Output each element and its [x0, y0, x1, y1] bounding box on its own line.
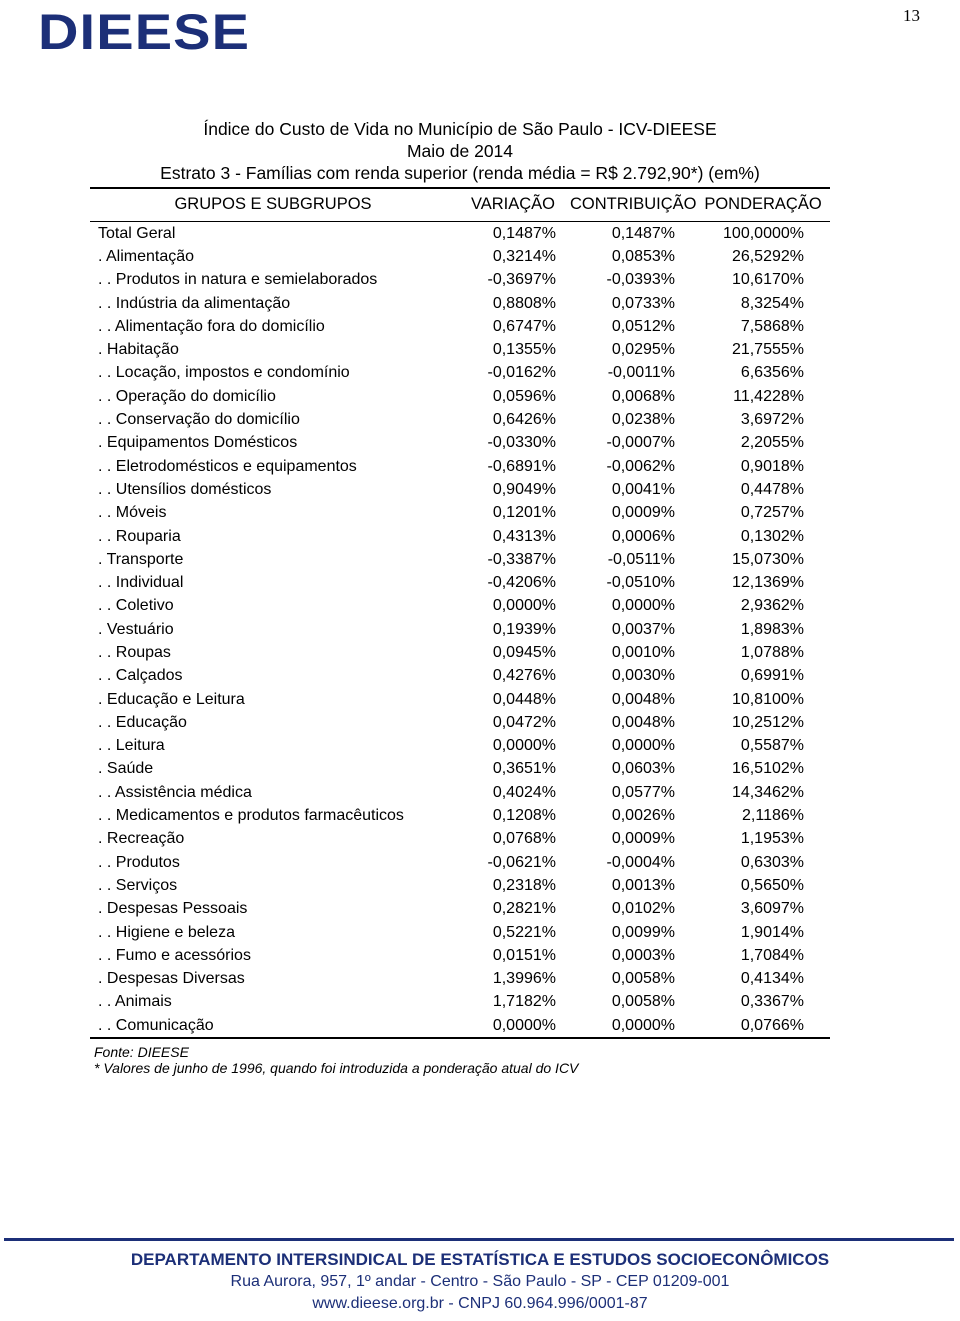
row-contribution: 0,0010%	[611, 643, 675, 661]
row-group-name: . . Medicamentos e produtos farmacêuticos	[98, 807, 404, 825]
table-row	[90, 874, 830, 897]
row-weight: 1,7084%	[740, 946, 804, 964]
row-weight: 0,4134%	[740, 970, 804, 988]
row-group-name: . Equipamentos Domésticos	[98, 434, 298, 452]
row-contribution: 0,0295%	[611, 341, 675, 359]
row-weight: 10,6170%	[731, 271, 804, 289]
row-contribution: 0,0009%	[611, 830, 675, 848]
row-contribution: 0,0733%	[611, 294, 675, 312]
row-weight: 16,5102%	[731, 760, 804, 778]
row-group-name: . . Educação	[98, 713, 187, 731]
row-variation: 0,9049%	[492, 480, 556, 498]
row-weight: 6,6356%	[740, 364, 804, 382]
row-contribution: 0,0013%	[611, 876, 675, 894]
table-row	[90, 711, 830, 734]
row-group-name: . . Alimentação fora do domicílio	[98, 317, 325, 335]
row-variation: 0,0000%	[492, 597, 556, 615]
row-group-name: . . Serviços	[98, 876, 178, 894]
table-row	[90, 502, 830, 525]
row-weight: 100,0000%	[723, 224, 804, 242]
table-row	[90, 455, 830, 478]
row-group-name: . Habitação	[98, 341, 179, 359]
row-contribution: 0,0058%	[611, 993, 675, 1011]
row-group-name: . . Assistência médica	[98, 783, 252, 801]
logo-text: DIEESE	[38, 4, 251, 60]
row-group-name: . . Eletrodomésticos e equipamentos	[98, 457, 357, 475]
table-row	[90, 944, 830, 967]
header-group: GRUPOS E SUBGRUPOS	[174, 194, 372, 213]
row-variation: 0,0000%	[492, 1016, 556, 1034]
row-weight: 10,2512%	[731, 713, 804, 731]
row-contribution: 0,0068%	[611, 387, 675, 405]
table-row	[90, 269, 830, 292]
row-contribution: -0,0393%	[606, 271, 675, 289]
row-weight: 0,6303%	[740, 853, 804, 871]
table-row	[90, 478, 830, 501]
row-group-name: . Recreação	[98, 830, 185, 848]
table-row	[90, 804, 830, 827]
row-contribution: 0,0030%	[611, 667, 675, 685]
row-group-name: . Vestuário	[98, 620, 174, 638]
row-contribution: 0,0009%	[611, 504, 675, 522]
row-contribution: 0,0041%	[611, 480, 675, 498]
footer-web: www.dieese.org.br - CNPJ 60.964.996/0001-87	[312, 1295, 648, 1312]
table-row	[90, 921, 830, 944]
row-weight: 0,7257%	[740, 504, 804, 522]
row-group-name: . . Leitura	[98, 737, 165, 755]
row-weight: 2,1186%	[742, 807, 804, 825]
table-row	[90, 222, 830, 245]
row-weight: 0,5587%	[740, 737, 804, 755]
row-variation: 0,0472%	[492, 713, 556, 731]
header-weight: PONDERAÇÃO	[704, 194, 822, 213]
table-row	[90, 828, 830, 851]
title-line-2: Maio de 2014	[406, 141, 514, 161]
source-note: Fonte: DIEESE	[94, 1044, 189, 1060]
row-contribution: -0,0510%	[606, 574, 675, 592]
footer-address: Rua Aurora, 957, 1º andar - Centro - São Paulo - SP - CEP 01209-001	[230, 1273, 730, 1290]
header-variation: VARIAÇÃO	[470, 194, 556, 213]
row-contribution: -0,0007%	[606, 434, 675, 452]
row-weight: 2,9362%	[740, 597, 804, 615]
row-weight: 3,6972%	[740, 411, 804, 429]
row-group-name: . . Individual	[98, 574, 184, 592]
page-number: 13	[903, 6, 920, 25]
table-row	[90, 385, 830, 408]
row-variation: 0,0000%	[492, 737, 556, 755]
row-contribution: 0,0026%	[611, 807, 675, 825]
row-variation: 0,5221%	[492, 923, 556, 941]
table-row	[90, 408, 830, 431]
table-header-row	[90, 187, 830, 222]
row-contribution: 0,0000%	[611, 1016, 675, 1034]
row-contribution: 0,0048%	[611, 713, 675, 731]
row-contribution: -0,0004%	[606, 853, 675, 871]
row-contribution: 0,0006%	[611, 527, 675, 545]
row-group-name: . . Locação, impostos e condomínio	[98, 364, 350, 382]
row-group-name: . . Coletivo	[98, 597, 174, 615]
row-variation: 0,6426%	[492, 411, 556, 429]
dieese-logo	[38, 4, 300, 60]
row-weight: 3,6097%	[740, 900, 804, 918]
row-weight: 0,1302%	[740, 527, 804, 545]
row-group-name: . Saúde	[98, 760, 154, 778]
row-weight: 0,9018%	[740, 457, 804, 475]
row-variation: 0,4024%	[492, 783, 556, 801]
row-contribution: 0,0000%	[611, 737, 675, 755]
row-group-name: . . Indústria da alimentação	[98, 294, 291, 312]
row-contribution: 0,0512%	[611, 317, 675, 335]
table-row	[90, 851, 830, 874]
row-group-name: . Transporte	[98, 550, 184, 568]
row-variation: 0,0448%	[492, 690, 556, 708]
table-row	[90, 641, 830, 664]
table-row	[90, 525, 830, 548]
title-line-1: Índice do Custo de Vida no Município de São Paulo - ICV-DIEESE	[203, 119, 717, 139]
row-weight: 1,8983%	[740, 620, 804, 638]
table-row	[90, 292, 830, 315]
row-weight: 21,7555%	[731, 341, 804, 359]
table-title	[90, 118, 830, 184]
row-variation: -0,6891%	[487, 457, 556, 475]
row-group-name: . . Higiene e beleza	[98, 923, 235, 941]
table-row	[90, 595, 830, 618]
table-row	[90, 898, 830, 921]
row-weight: 2,2055%	[740, 434, 804, 452]
row-variation: 0,1939%	[492, 620, 556, 638]
row-contribution: 0,0603%	[611, 760, 675, 778]
row-weight: 0,5650%	[740, 876, 804, 894]
row-weight: 1,0788%	[740, 643, 804, 661]
row-contribution: 0,0853%	[611, 247, 675, 265]
row-variation: 0,1201%	[492, 504, 556, 522]
row-contribution: -0,0062%	[606, 457, 675, 475]
table-row	[90, 968, 830, 991]
page-footer	[0, 1232, 960, 1321]
row-variation: 0,0596%	[492, 387, 556, 405]
title-line-3: Estrato 3 - Famílias com renda superior (renda média = R$ 2.792,90*) (em%)	[160, 163, 760, 183]
row-contribution: 0,0048%	[611, 690, 675, 708]
row-weight: 14,3462%	[731, 783, 804, 801]
row-variation: 0,3214%	[492, 247, 556, 265]
row-group-name: . . Animais	[98, 993, 172, 1011]
row-weight: 1,1953%	[740, 830, 804, 848]
row-group-name: . Educação e Leitura	[98, 690, 245, 708]
table-row	[90, 245, 830, 268]
row-contribution: 0,0003%	[611, 946, 675, 964]
row-variation: 0,1355%	[492, 341, 556, 359]
table-row	[90, 688, 830, 711]
row-weight: 1,9014%	[740, 923, 804, 941]
row-group-name: . Alimentação	[98, 247, 195, 265]
row-group-name: . . Fumo e acessórios	[98, 946, 251, 964]
row-weight: 0,6991%	[740, 667, 804, 685]
table-notes	[94, 1044, 578, 1076]
row-contribution: 0,0099%	[611, 923, 675, 941]
row-weight: 8,3254%	[740, 294, 804, 312]
row-variation: 0,2318%	[492, 876, 556, 894]
row-weight: 0,3367%	[740, 993, 804, 1011]
table-body	[90, 222, 830, 1039]
table-row	[90, 991, 830, 1014]
table-row	[90, 618, 830, 641]
row-weight: 26,5292%	[731, 247, 804, 265]
row-group-name: . . Comunicação	[98, 1016, 214, 1034]
row-variation: 0,6747%	[492, 317, 556, 335]
row-variation: 1,3996%	[492, 970, 556, 988]
row-weight: 10,8100%	[731, 690, 804, 708]
row-weight: 15,0730%	[731, 550, 804, 568]
row-variation: -0,3697%	[487, 271, 556, 289]
table-row	[90, 571, 830, 594]
row-group-name: . . Calçados	[98, 667, 183, 685]
row-variation: -0,0162%	[487, 364, 556, 382]
table-row	[90, 548, 830, 571]
row-group-name: . . Utensílios domésticos	[98, 480, 272, 498]
row-variation: 0,8808%	[492, 294, 556, 312]
row-contribution: 0,1487%	[611, 224, 675, 242]
table-row	[90, 735, 830, 758]
row-variation: 0,0945%	[492, 643, 556, 661]
row-group-name: . Despesas Pessoais	[98, 900, 248, 918]
table-row	[90, 665, 830, 688]
row-contribution: 0,0577%	[611, 783, 675, 801]
footer-rule	[4, 1238, 954, 1241]
row-contribution: 0,0037%	[611, 620, 675, 638]
row-group-name: . . Conservação do domicílio	[98, 411, 300, 429]
row-variation: 0,4313%	[492, 527, 556, 545]
table-row	[90, 781, 830, 804]
row-contribution: -0,0511%	[607, 550, 675, 568]
row-group-name: Total Geral	[98, 224, 176, 242]
row-group-name: . . Móveis	[98, 504, 167, 522]
row-variation: 0,2821%	[492, 900, 556, 918]
row-weight: 0,4478%	[740, 480, 804, 498]
row-variation: -0,0621%	[487, 853, 556, 871]
footer-org: DEPARTAMENTO INTERSINDICAL DE ESTATÍSTICA E ESTUDOS SOCIOECONÔMICOS	[130, 1250, 830, 1269]
row-group-name: . . Operação do domicílio	[98, 387, 276, 405]
row-variation: 0,1487%	[492, 224, 556, 242]
row-group-name: . . Rouparia	[98, 527, 181, 545]
row-variation: -0,0330%	[487, 434, 556, 452]
row-variation: 0,3651%	[492, 760, 556, 778]
table-row	[90, 362, 830, 385]
icv-table	[90, 187, 830, 1039]
row-variation: 0,1208%	[492, 807, 556, 825]
row-variation: 0,4276%	[492, 667, 556, 685]
row-weight: 12,1369%	[731, 574, 804, 592]
row-contribution: -0,0011%	[607, 364, 675, 382]
table-top-rule	[90, 187, 830, 189]
row-variation: 0,0151%	[492, 946, 556, 964]
header-contribution: CONTRIBUIÇÃO	[570, 194, 697, 213]
table-row	[90, 1014, 830, 1037]
table-row	[90, 315, 830, 338]
row-group-name: . . Produtos in natura e semielaborados	[98, 271, 378, 289]
row-weight: 0,0766%	[740, 1016, 804, 1034]
row-group-name: . . Produtos	[98, 853, 180, 871]
row-variation: 1,7182%	[492, 993, 556, 1011]
row-contribution: 0,0000%	[611, 597, 675, 615]
row-weight: 7,5868%	[740, 317, 804, 335]
table-row	[90, 338, 830, 361]
row-weight: 11,4228%	[733, 387, 804, 405]
row-group-name: . Despesas Diversas	[98, 970, 245, 988]
row-contribution: 0,0238%	[611, 411, 675, 429]
row-group-name: . . Roupas	[98, 643, 171, 661]
row-contribution: 0,0102%	[611, 900, 675, 918]
row-variation: -0,4206%	[487, 574, 556, 592]
table-row	[90, 758, 830, 781]
footnote: * Valores de junho de 1996, quando foi introduzida a ponderação atual do ICV	[94, 1060, 579, 1076]
row-variation: 0,0768%	[492, 830, 556, 848]
row-contribution: 0,0058%	[611, 970, 675, 988]
row-variation: -0,3387%	[487, 550, 556, 568]
table-row	[90, 432, 830, 455]
